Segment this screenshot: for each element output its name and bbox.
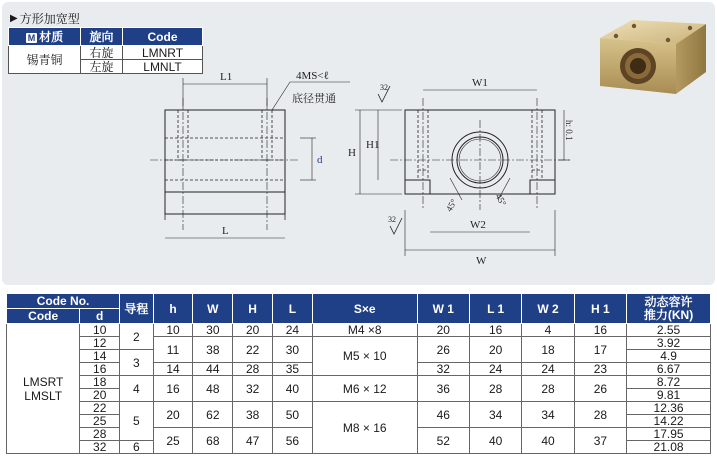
L1-cell: 28	[469, 376, 521, 402]
H1-cell: 28	[574, 402, 626, 428]
table-row	[7, 402, 711, 415]
header-lead: 导程	[120, 294, 154, 324]
H-cell: 22	[233, 337, 273, 363]
H1-cell: 23	[574, 363, 626, 376]
dim-L: L	[222, 225, 229, 237]
spec-table	[6, 293, 711, 454]
L1-cell: 24	[469, 363, 521, 376]
h-cell: 14	[153, 363, 193, 376]
W2-cell: 24	[522, 363, 574, 376]
d-cell: 16	[80, 363, 120, 376]
h-cell: 16	[153, 376, 193, 402]
H-cell: 28	[233, 363, 273, 376]
code-header: Code	[123, 28, 203, 46]
h-cell: 10	[153, 324, 193, 337]
product-photo	[592, 10, 710, 102]
header-code-no: Code No.	[7, 294, 120, 309]
header-W: W	[193, 294, 233, 324]
H1-cell: 26	[574, 376, 626, 402]
direction-header: 旋向	[81, 28, 123, 46]
Sxe-cell: M5 × 10	[312, 337, 417, 376]
thrust-cell: 17.95	[627, 428, 711, 441]
dim-L1: L1	[220, 71, 233, 83]
header-L1: L 1	[469, 294, 521, 324]
H-cell: 32	[233, 376, 273, 402]
header-thrust: 动态容许 推力(KN)	[627, 294, 711, 324]
W-cell: 30	[193, 324, 233, 337]
W1-cell: 32	[417, 363, 469, 376]
H1-cell: 17	[574, 337, 626, 363]
d-cell: 28	[80, 428, 120, 441]
thrust-cell: 12.36	[627, 402, 711, 415]
code-cell: LMNLT	[123, 60, 203, 74]
screw-spec: 4MS<ℓ	[296, 70, 329, 82]
roughness-2: 32	[388, 215, 396, 224]
d-cell: 12	[80, 337, 120, 350]
Sxe-cell: M4 ×8	[312, 324, 417, 337]
dim-H: H	[348, 147, 356, 159]
d-cell: 25	[80, 415, 120, 428]
W-cell: 44	[193, 363, 233, 376]
material-value: 锡青铜	[9, 46, 81, 74]
L-cell: 35	[273, 363, 313, 376]
H-cell: 20	[233, 324, 273, 337]
thrust-cell: 4.9	[627, 350, 711, 363]
dim-d: d	[317, 154, 323, 166]
lead-cell: 2	[120, 324, 154, 350]
header-h: h	[153, 294, 193, 324]
W1-cell: 46	[417, 402, 469, 428]
table-row	[7, 376, 711, 389]
lead-cell: 4	[120, 376, 154, 402]
W2-cell: 4	[522, 324, 574, 337]
d-cell: 14	[80, 350, 120, 363]
W1-cell: 36	[417, 376, 469, 402]
code-cell: LMNRT	[123, 46, 203, 60]
section-title-text: 方形加宽型	[19, 12, 80, 26]
H-cell: 38	[233, 402, 273, 428]
W2-cell: 40	[522, 428, 574, 454]
d-cell: 32	[80, 441, 120, 454]
material-badge: M	[27, 33, 36, 43]
d-cell: 10	[80, 324, 120, 337]
header-d: d	[80, 309, 120, 324]
header-W2: W 2	[522, 294, 574, 324]
H1-cell: 37	[574, 428, 626, 454]
W-cell: 62	[193, 402, 233, 428]
L1-cell: 34	[469, 402, 521, 428]
section-title	[10, 10, 80, 27]
header-H: H	[233, 294, 273, 324]
dim-W1: W1	[472, 77, 488, 89]
material-header: M 材质	[9, 28, 81, 46]
L-cell: 40	[273, 376, 313, 402]
L1-cell: 40	[469, 428, 521, 454]
Sxe-cell: M8 × 16	[312, 402, 417, 454]
lead-cell: 6	[120, 441, 154, 454]
thrust-cell: 14.22	[627, 415, 711, 428]
h-cell: 20	[153, 402, 193, 428]
dim-W2: W2	[470, 219, 486, 231]
W1-cell: 26	[417, 337, 469, 363]
h-cell: 11	[153, 337, 193, 363]
L-cell: 30	[273, 337, 313, 363]
header-H1: H 1	[574, 294, 626, 324]
W-cell: 68	[193, 428, 233, 454]
d-cell: 18	[80, 376, 120, 389]
W-cell: 48	[193, 376, 233, 402]
lead-cell: 5	[120, 402, 154, 441]
d-cell: 20	[80, 389, 120, 402]
L-cell: 24	[273, 324, 313, 337]
thrust-cell: 2.55	[627, 324, 711, 337]
table-row	[7, 324, 711, 337]
thrust-cell: 9.81	[627, 389, 711, 402]
W2-cell: 18	[522, 337, 574, 363]
L1-cell: 20	[469, 337, 521, 363]
H1-cell: 16	[574, 324, 626, 337]
header-Sxe: S×e	[312, 294, 417, 324]
thrust-cell: 8.72	[627, 376, 711, 389]
direction-cell: 右旋	[81, 46, 123, 60]
dim-W: W	[476, 255, 487, 267]
direction-cell: 左旋	[81, 60, 123, 74]
W2-cell: 28	[522, 376, 574, 402]
chamfer-right: 45°	[493, 191, 509, 208]
d-cell: 22	[80, 402, 120, 415]
code-cell: LMSRT LMSLT	[7, 324, 80, 454]
header-L: L	[273, 294, 313, 324]
table-row	[7, 337, 711, 350]
L-cell: 50	[273, 402, 313, 428]
W1-cell: 52	[417, 428, 469, 454]
dim-H1: H1	[366, 139, 380, 151]
thrust-cell: 6.67	[627, 363, 711, 376]
Sxe-cell: M6 × 12	[312, 376, 417, 402]
H-cell: 47	[233, 428, 273, 454]
header-code: Code	[7, 309, 80, 324]
W-cell: 38	[193, 337, 233, 363]
L1-cell: 16	[469, 324, 521, 337]
thrust-cell: 3.92	[627, 337, 711, 350]
through-note: 底径贯通	[292, 93, 336, 105]
W1-cell: 20	[417, 324, 469, 337]
roughness-1: 32	[380, 83, 388, 92]
technical-drawing	[150, 60, 574, 270]
chamfer-left: 45°	[443, 197, 459, 214]
h-cell: 25	[153, 428, 193, 454]
lead-cell: 3	[120, 350, 154, 376]
L-cell: 56	[273, 428, 313, 454]
header-W1: W 1	[417, 294, 469, 324]
triangle-bullet-icon: ▶	[10, 13, 18, 24]
W2-cell: 34	[522, 402, 574, 428]
thrust-cell: 21.08	[627, 441, 711, 454]
dim-h: h: 0.1	[564, 120, 574, 141]
